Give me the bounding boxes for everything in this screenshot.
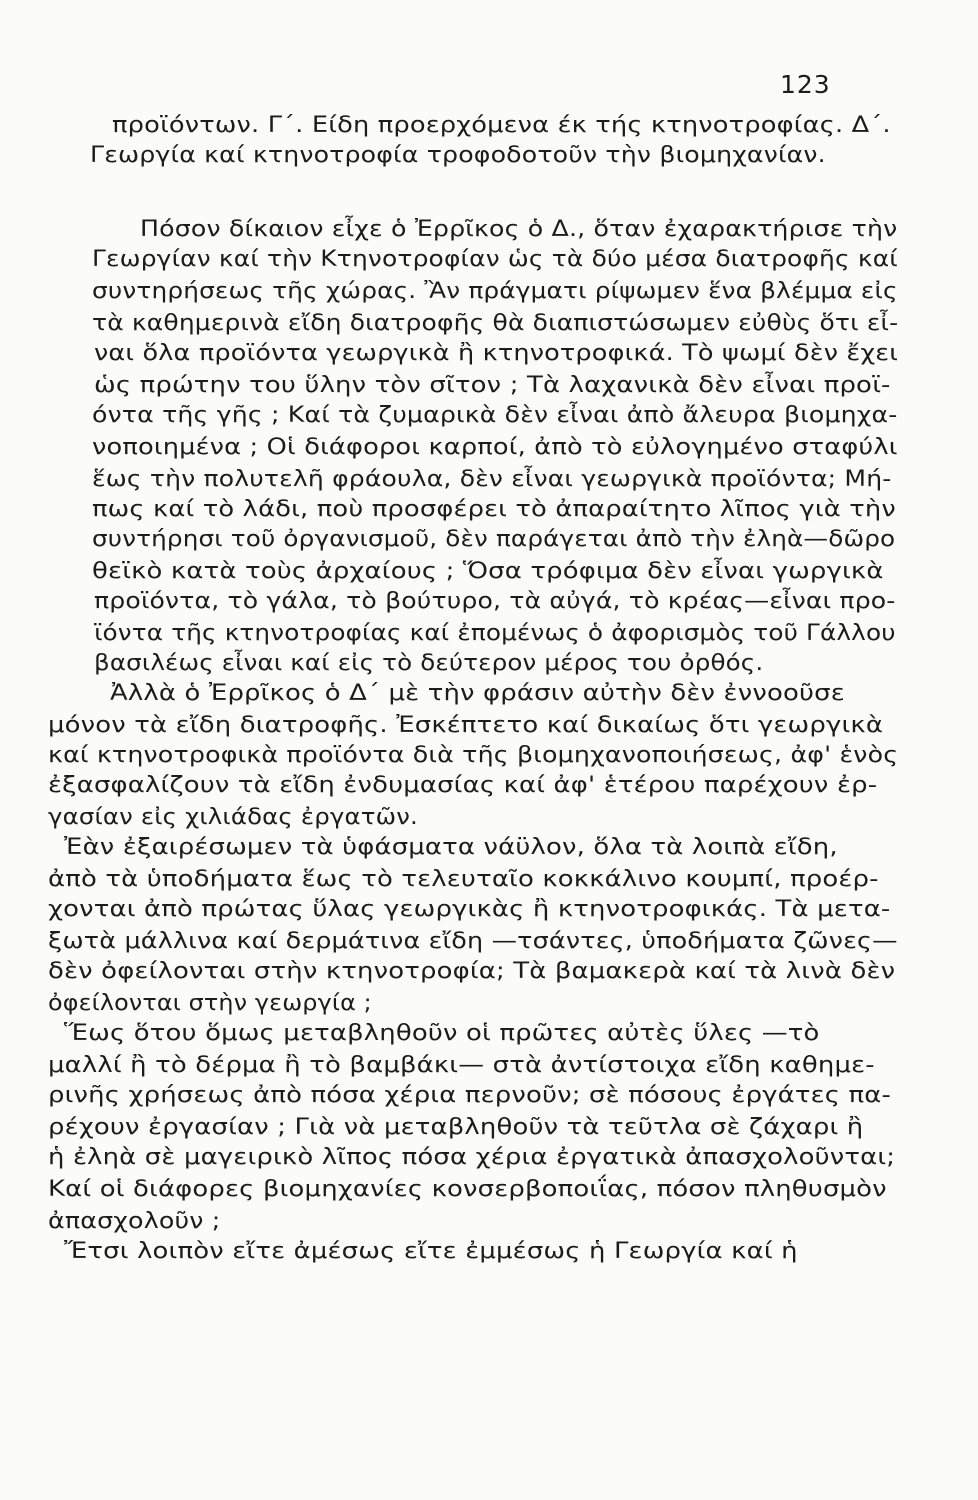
text-line: συντήρησι τοῦ ὀργανισμοῦ, δὲν παράγεται ἀπὸ τὴν ἐληὰ—δῶρο [92,526,896,552]
text-line: ρέχουν ἐργασίαν ; Γιὰ νὰ μεταβληθοῦν τὰ τεῦτλα σὲ ζάχαρι ἢ [48,1114,864,1140]
text-line: ἡ ἐληὰ σὲ μαγειρικὸ λῖπος πόσα χέρια ἐργατικὰ ἀπασχολοῦνται; [48,1144,896,1170]
text-line: Ἀλλὰ ὁ Ἐρρῖκος ὁ Δ΄ μὲ τὴν φράσιν αὐτὴν δὲν ἐννοοῦσε [110,680,845,706]
text-line: μόνον τὰ εἴδη διατροφῆς. Ἐσκέπτετο καί δικαίως ὅτι γεωργικὰ [48,712,884,738]
text-line: Ἕως ὅτου ὅμως μεταβληθοῦν οἱ πρῶτες αὐτὲς ὕλες —τὸ [64,1020,820,1046]
text-line: ξωτὰ μάλλινα καί δερμάτινα εἴδη —τσάντες, ὑποδήματα ζῶνες— [48,928,898,954]
text-line: ρινῆς χρήσεως ἀπὸ πόσα χέρια περνοῦν; σὲ πόσους ἐργάτες πα- [48,1082,892,1108]
text-line: δὲν ὀφείλονται στὴν κτηνοτροφία; Τὰ βαμακερὰ καί τὰ λινὰ δὲν [48,958,896,984]
text-line: ἕως τὴν πολυτελῆ φράουλα, δὲν εἶναι γεωργικὰ προϊόντα; Μή- [92,466,892,492]
text-line: θεϊκὸ κατὰ τοὺς ἀρχαίους ; Ὅσα τρόφιμα δὲν εἶναι γωργικὰ [92,558,884,584]
text-line: ϊόντα τῆς κτηνοτροφίας καί ἐπομένως ὁ ἀφορισμὸς τοῦ Γάλλου [94,620,896,646]
text-line: βασιλέως εἶναι καί εἰς τὸ δεύτερον μέρος του ὀρθός. [94,650,764,676]
text-line: ναι ὅλα προϊόντα γεωργικὰ ἢ κτηνοτροφικά. Τὸ ψωμί δὲν ἔχει [94,340,899,366]
text-line: προϊόντων. Γ΄. Είδη προερχόμενα έκ τής κτηνοτροφίας. Δ΄. [112,112,891,138]
text-line: Γεωργίαν καί τὴν Κτηνοτροφίαν ὡς τὰ δύο μέσα διατροφῆς καί [92,246,898,272]
text-line: προϊόντα, τὸ γάλα, τὸ βούτυρο, τὰ αὐγά, τὸ κρέας—εἶναι προ- [94,588,896,614]
text-line: καί κτηνοτροφικὰ προϊόντα διὰ τῆς βιομηχανοποιήσεως, ἀφ' ἑνὸς [48,742,899,768]
text-line: Γεωργία καί κτηνοτροφία τροφοδοτοῦν τὴν βιομηχανίαν. [90,142,826,168]
text-line: ὡς πρώτην του ὕλην τὸν σῖτον ; Τὰ λαχανικὰ δὲν εἶναι προϊ- [94,372,891,398]
text-line: Καί οἱ διάφορες βιομηχανίες κονσερβοποιΐας, πόσον πληθυσμὸν [48,1176,887,1202]
text-line: χονται ἀπὸ πρώτας ὕλας γεωργικὰς ἢ κτηνοτροφικάς. Τὰ μετα- [48,896,891,922]
text-line: τὰ καθημερινὰ εἴδη διατροφῆς θὰ διαπιστώσωμεν εὐθὺς ὅτι εἶ- [92,310,899,336]
text-line: μαλλί ἢ τὸ δέρμα ἢ τὸ βαμβάκι— στὰ ἀντίστοιχα εἴδη καθημε- [48,1052,875,1078]
text-line: ἀπασχολοῦν ; [48,1208,221,1234]
text-line: γασίαν εἰς χιλιάδας ἐργατῶν. [48,804,418,830]
text-line: ἀπὸ τὰ ὑποδήματα ἕως τὸ τελευταῖο κοκκάλινο κουμπί, προέρ- [48,866,879,892]
text-line: νοποιημένα ; Οἱ διάφοροι καρποί, ἀπὸ τὸ εὐλογημένο σταφύλι [92,434,898,460]
text-line: συντηρήσεως τῆς χώρας. Ἂν πράγματι ρίψωμεν ἕνα βλέμμα εἰς [92,278,898,304]
page-number: 123 [780,70,831,99]
text-line: ἐξασφαλίζουν τὰ εἴδη ἐνδυμασίας καί ἀφ' ἑτέρου παρέχουν ἐρ- [48,772,878,798]
text-line: ὀφείλονται στὴν γεωργία ; [48,990,372,1016]
text-line: Ἐὰν ἐξαιρέσωμεν τὰ ὑφάσματα νάϋλον, ὅλα τὰ λοιπὰ εἴδη, [64,834,838,860]
text-line: Ἔτσι λοιπὸν εἴτε ἀμέσως εἴτε ἐμμέσως ἡ Γεωργία καί ἡ [64,1238,798,1264]
text-line: Πόσον δίκαιον εἶχε ὁ Ἐρρῖκος ὁ Δ., ὅταν ἐχαρακτήρισε τὴν [140,216,898,242]
text-line: όντα τῆς γῆς ; Καί τὰ ζυμαρικὰ δὲν εἶναι ἀπὸ ἄλευρα βιομηχα- [92,402,898,428]
text-line: πως καί τὸ λάδι, ποὺ προσφέρει τὸ ἀπαραίτητο λῖπος γιὰ τὴν [92,496,896,522]
